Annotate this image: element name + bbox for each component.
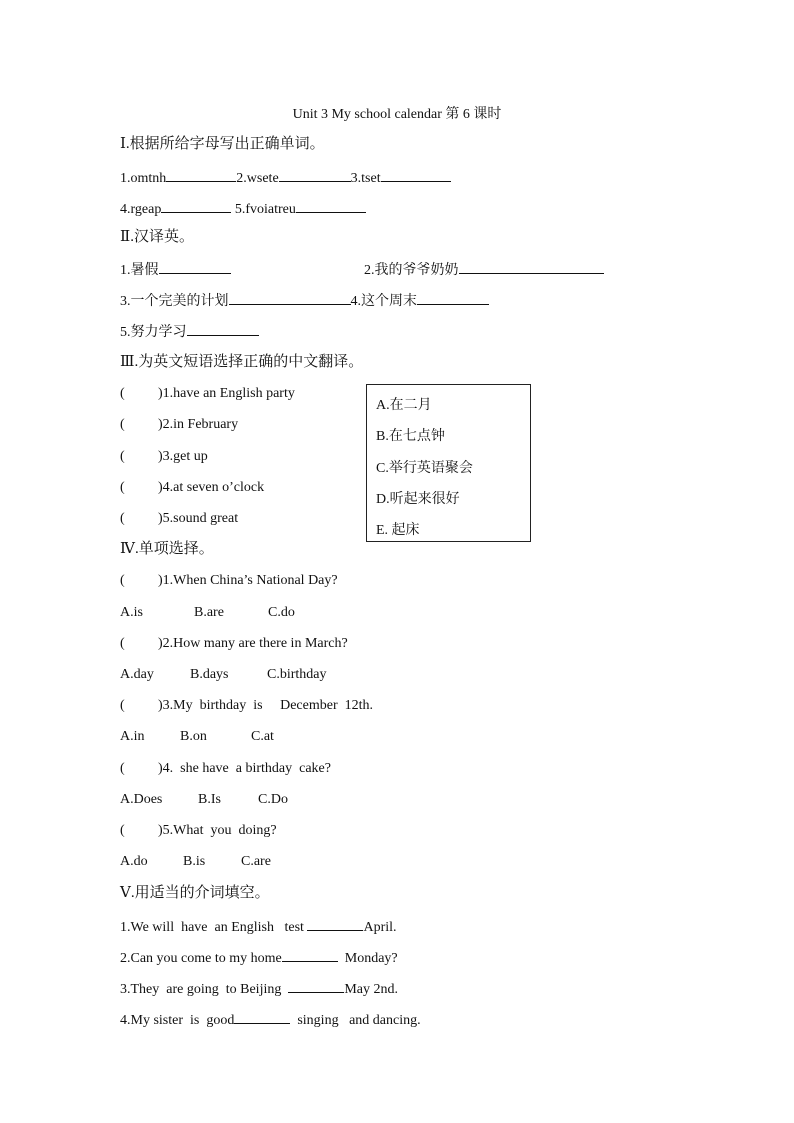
s4-options-3: [120, 728, 274, 746]
answer-blank[interactable]: [161, 198, 231, 213]
choice-a[interactable]: A.do: [120, 854, 148, 869]
s1-item-5: 5.fvoiatreu: [231, 202, 296, 217]
answer-blank[interactable]: [282, 947, 338, 962]
s4-question-4: ( )4. she have a birthday cake?: [120, 761, 331, 776]
s5-item-4: 4.My sister is good singing and dancing.: [120, 1009, 421, 1027]
s1-item-4: 4.rgeap: [120, 202, 162, 217]
s4-question-3: ( )3.My birthday is December 12th.: [120, 698, 374, 713]
answer-paren[interactable]: (: [120, 698, 125, 713]
s4-options-4: [120, 791, 288, 809]
answer-blank[interactable]: [417, 290, 489, 305]
option-d: D.听起来很好: [376, 492, 460, 507]
answer-blank[interactable]: [166, 167, 236, 182]
answer-paren[interactable]: (: [120, 449, 125, 464]
section-1-row-1: [120, 167, 451, 185]
answer-paren[interactable]: (: [120, 636, 125, 651]
section-3-heading: Ⅲ.为英文短语选择正确的中文翻译。: [120, 354, 364, 370]
s1-item-1: 1.omtnh: [120, 171, 167, 186]
s2-row-2: [120, 290, 489, 308]
section-4-heading: Ⅳ.单项选择。: [120, 541, 214, 557]
s2-item-5: 5.努力学习: [120, 325, 187, 340]
answer-blank[interactable]: [187, 321, 259, 336]
choice-c[interactable]: C.birthday: [267, 667, 327, 682]
answer-paren[interactable]: (: [120, 573, 125, 588]
s4-question-2: ( )2.How many are there in March?: [120, 636, 348, 651]
answer-blank[interactable]: [229, 290, 351, 305]
choice-c[interactable]: C.are: [241, 854, 271, 869]
answer-blank[interactable]: [279, 167, 351, 182]
s1-item-3: 3.tset: [350, 171, 381, 186]
choice-b[interactable]: B.is: [183, 854, 206, 869]
s5-item-2: 2.Can you come to my home Monday?: [120, 947, 398, 965]
s2-item-1: 1.暑假: [120, 263, 159, 278]
answer-blank[interactable]: [381, 167, 451, 182]
s4-options-5: [120, 853, 271, 871]
choice-c[interactable]: C.Do: [258, 792, 288, 807]
s4-options-1: [120, 604, 295, 622]
answer-blank[interactable]: [234, 1009, 290, 1024]
s3-item-1: ( )1.have an English party: [120, 386, 295, 401]
answer-paren[interactable]: (: [120, 511, 125, 526]
answer-blank[interactable]: [307, 916, 363, 931]
s4-question-1: ( )1.When China’s National Day?: [120, 573, 338, 588]
option-a: A.在二月: [376, 398, 432, 413]
s3-item-2: ( )2.in February: [120, 417, 239, 432]
choice-a[interactable]: A.is: [120, 605, 143, 620]
s5-item-1: 1.We will have an English test April.: [120, 916, 397, 934]
answer-paren[interactable]: (: [120, 417, 125, 432]
answer-paren[interactable]: (: [120, 761, 125, 776]
s2-item-3: 3.一个完美的计划: [120, 294, 229, 309]
section-2-heading: Ⅱ.汉译英。: [120, 229, 194, 245]
s2-item-1-row: [120, 259, 231, 277]
answer-paren[interactable]: (: [120, 823, 125, 838]
page-title: Unit 3 My school calendar 第 6 课时: [292, 107, 502, 122]
choice-b[interactable]: B.on: [180, 729, 207, 744]
s4-question-5: ( )5.What you doing?: [120, 823, 277, 838]
answer-blank[interactable]: [296, 198, 366, 213]
choice-b[interactable]: B.days: [190, 667, 229, 682]
choice-c[interactable]: C.at: [251, 729, 274, 744]
s3-item-5: ( )5.sound great: [120, 511, 239, 526]
choice-a[interactable]: A.in: [120, 729, 145, 744]
choice-a[interactable]: A.Does: [120, 792, 163, 807]
s5-item-3: 3.They are going to Beijing May 2nd.: [120, 978, 398, 996]
answer-paren[interactable]: (: [120, 386, 125, 401]
s3-item-4: ( )4.at seven o’clock: [120, 480, 265, 495]
s2-row-3: [120, 321, 259, 339]
option-c: C.举行英语聚会: [376, 461, 473, 476]
choice-c[interactable]: C.do: [268, 605, 295, 620]
s1-item-2: 2.wsete: [236, 171, 279, 186]
s2-item-2-row: [364, 259, 604, 277]
choice-b[interactable]: B.Is: [198, 792, 221, 807]
option-b: B.在七点钟: [376, 429, 445, 444]
answer-blank[interactable]: [459, 259, 604, 274]
s2-item-2: 2.我的爷爷奶奶: [364, 263, 459, 278]
section-1-row-2: [120, 198, 366, 216]
section-5-heading: Ⅴ.用适当的介词填空。: [120, 885, 270, 901]
answer-blank[interactable]: [288, 978, 344, 993]
options-box: [366, 384, 531, 542]
section-1-heading: Ⅰ.根据所给字母写出正确单词。: [120, 136, 325, 152]
answer-paren[interactable]: (: [120, 480, 125, 495]
s3-item-3: ( )3.get up: [120, 449, 208, 464]
choice-b[interactable]: B.are: [194, 605, 224, 620]
answer-blank[interactable]: [159, 259, 231, 274]
option-e: E. 起床: [376, 523, 420, 538]
choice-a[interactable]: A.day: [120, 667, 154, 682]
s2-item-4: 4.这个周末: [350, 294, 417, 309]
s4-options-2: [120, 666, 327, 684]
